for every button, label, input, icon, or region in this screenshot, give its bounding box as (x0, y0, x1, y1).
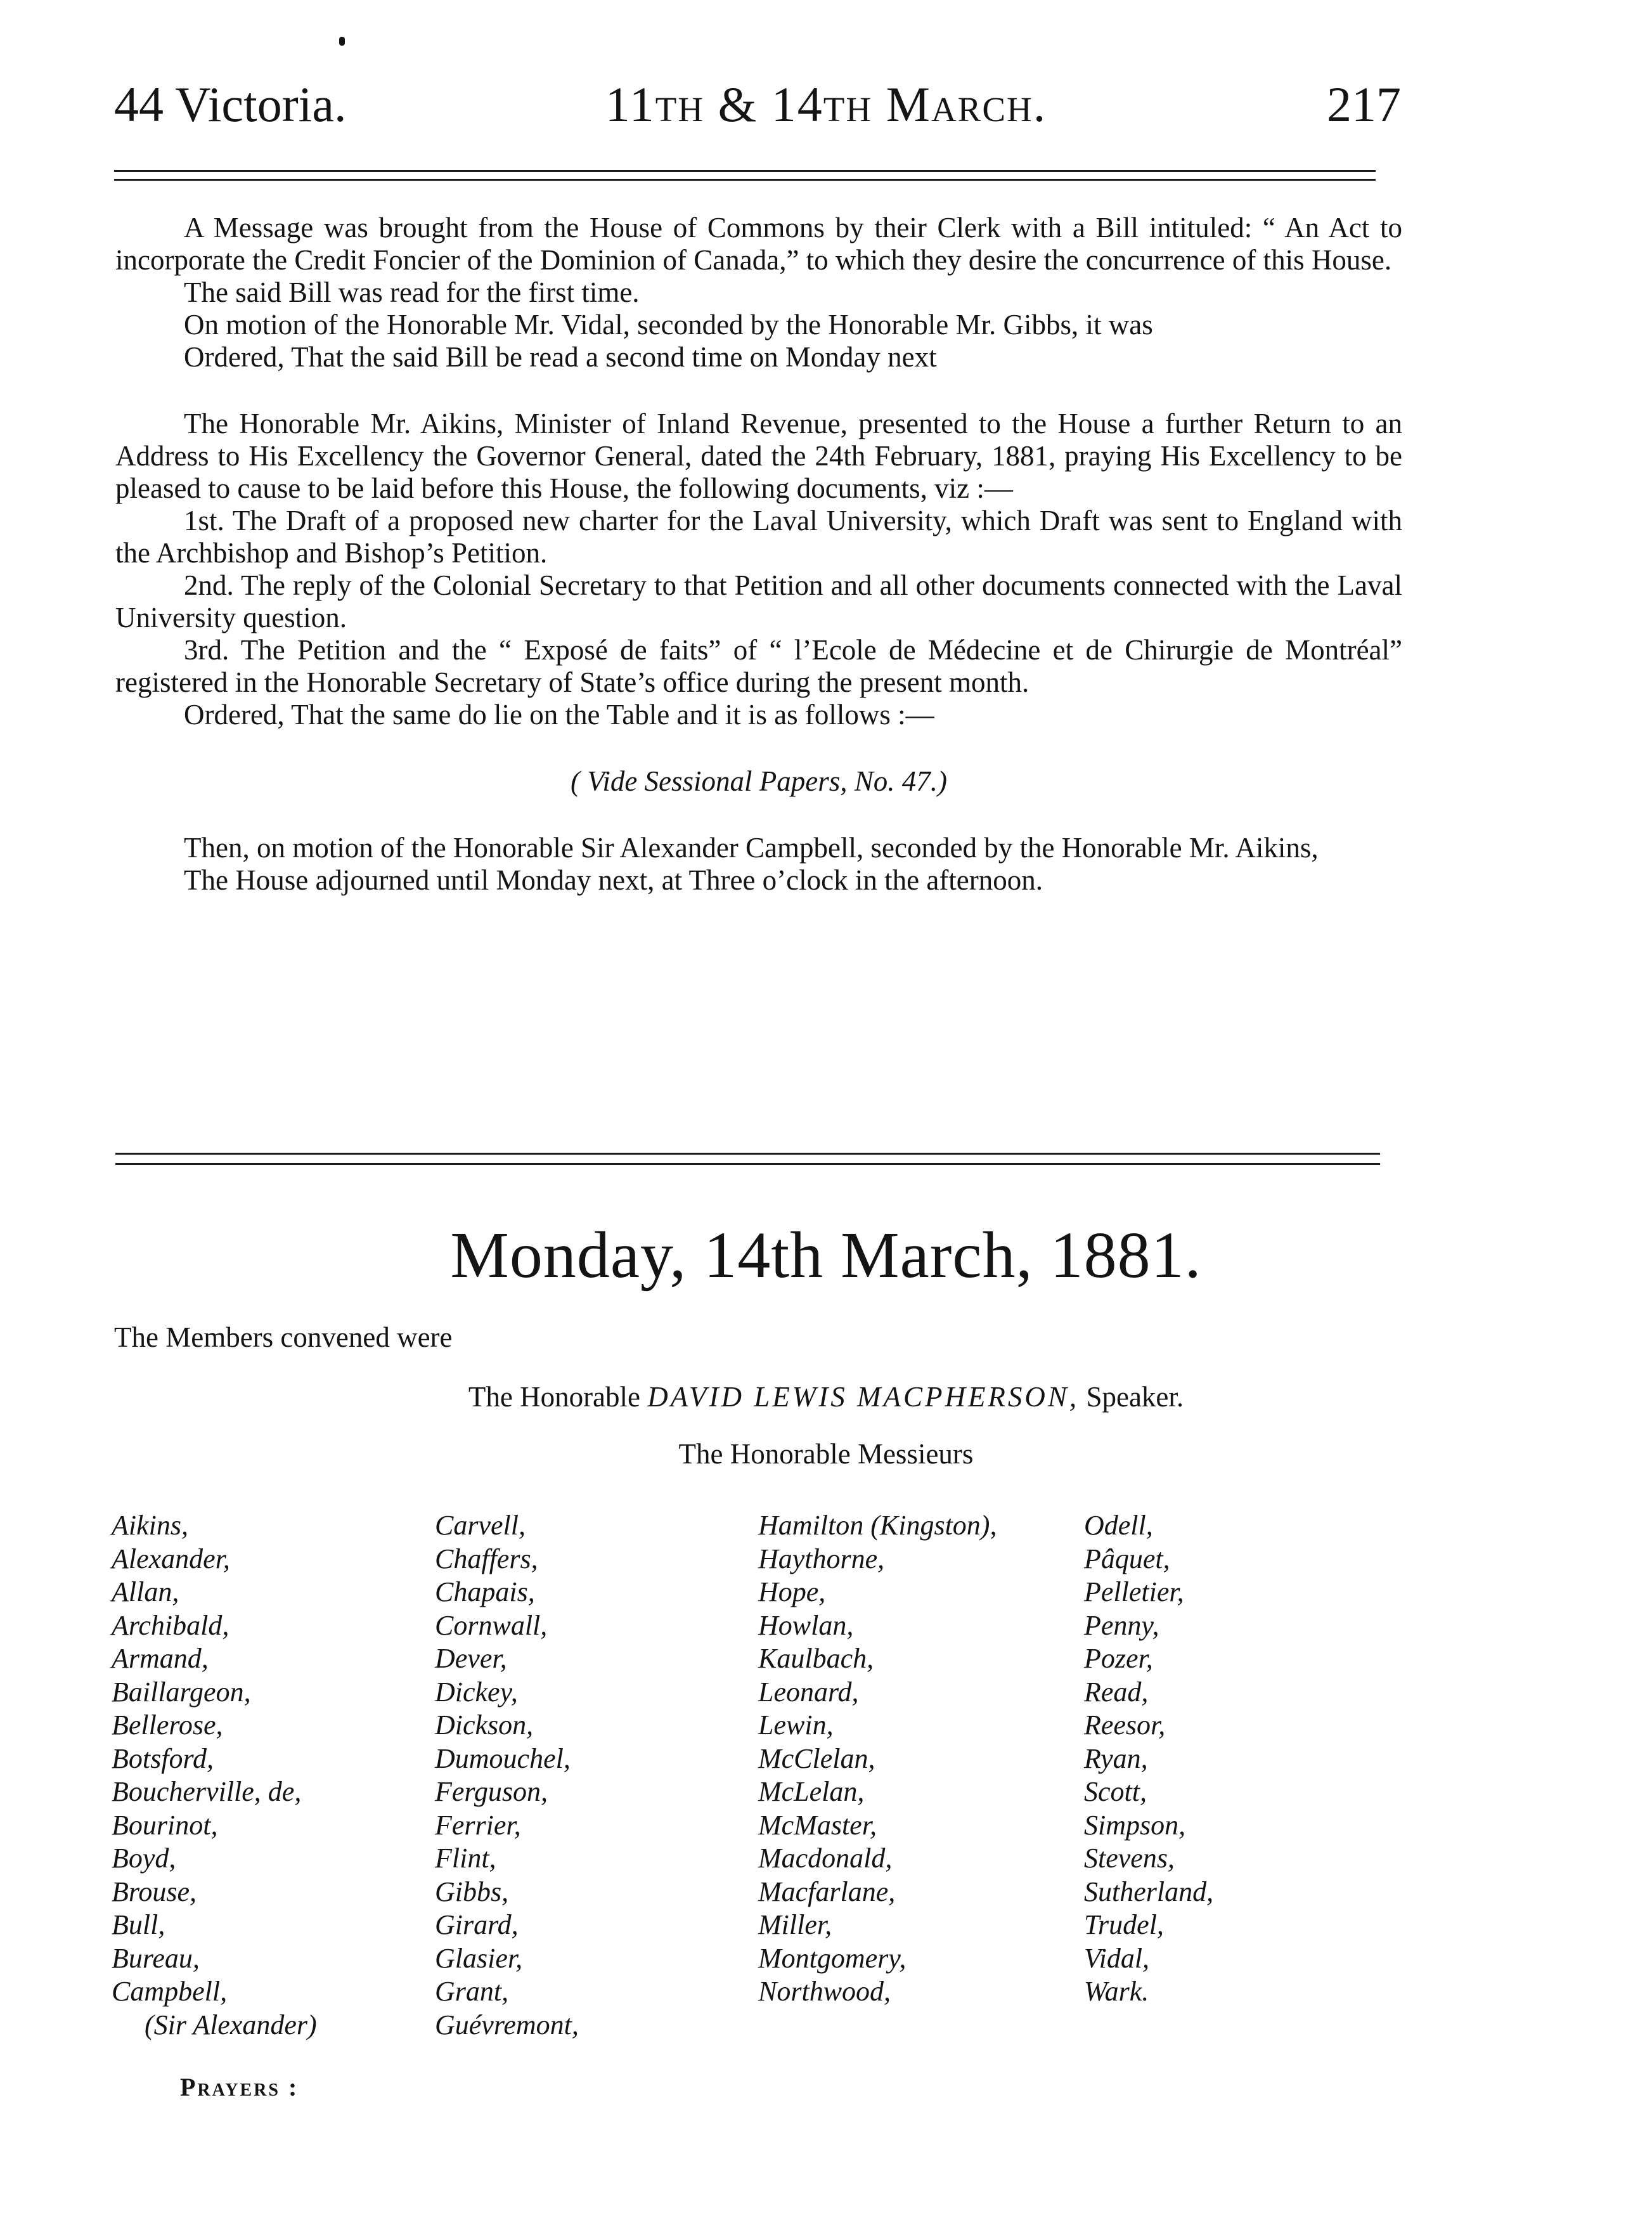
member-name: Grant, (435, 1976, 509, 2007)
member-name: Dumouchel, (435, 1742, 571, 1774)
members-column-3 (758, 1509, 997, 2009)
spacer (115, 373, 1402, 408)
member-name-continuation: (Sir Alexander) (145, 2009, 317, 2040)
member-name: Carvell, (435, 1510, 526, 1541)
member-name: Boucherville, de, (112, 1776, 302, 1807)
member-name: Montgomery, (758, 1942, 907, 1974)
member-name: Bureau, (112, 1942, 200, 1974)
sessional-papers-reference: ( Vide Sessional Papers, No. 47.) (570, 765, 948, 797)
member-name: Glasier, (435, 1942, 523, 1974)
prayers-heading: Prayers : (180, 2073, 299, 2101)
member-name: Ryan, (1084, 1742, 1148, 1774)
speaker-prefix: The Honorable (468, 1381, 641, 1413)
member-name: Sutherland, (1084, 1876, 1214, 1907)
document-item-1: 1st. The Draft of a proposed new charter for the Laval University, which Draft was sent to England with the Archbishop and Bishop’s Petition. (115, 505, 1402, 569)
print-speck (339, 37, 345, 46)
member-name: Flint, (435, 1843, 496, 1874)
member-name: Guévremont, (435, 2009, 579, 2040)
header-rule-top (114, 170, 1376, 172)
member-name: Girard, (435, 1909, 519, 1940)
member-name: Chapais, (435, 1576, 535, 1607)
member-name: Cornwall, (435, 1609, 548, 1641)
member-name: Howlan, (758, 1609, 854, 1641)
order-table-line: Ordered, That the same do lie on the Table and it is as follows :— (184, 699, 934, 730)
member-name: Dickson, (435, 1709, 534, 1741)
document-item-3: 3rd. The Petition and the “ Exposé de faits” of “ l’Ecole de Médecine et de Chirurgie de Montréal” registered in the Honorable Secretary of State’s office during the present month. (115, 634, 1402, 698)
adjourn-motion: Then, on motion of the Honorable Sir Alexander Campbell, seconded by the Honorable Mr. Aikins, (184, 832, 1319, 864)
member-name: Penny, (1084, 1609, 1159, 1641)
member-name: McClelan, (758, 1742, 875, 1774)
member-name: Macfarlane, (758, 1876, 896, 1907)
member-name: Wark. (1084, 1976, 1149, 2007)
member-name: Pozer, (1084, 1643, 1153, 1674)
spacer (115, 731, 1402, 765)
member-name: Gibbs, (435, 1876, 509, 1907)
member-name: Alexander, (112, 1543, 230, 1574)
member-name: Bull, (112, 1909, 165, 1940)
messieurs-heading: The Honorable Messieurs (678, 1438, 974, 1470)
member-name: Northwood, (758, 1976, 891, 2007)
member-name: Dever, (435, 1643, 507, 1674)
member-name: Brouse, (112, 1876, 197, 1907)
member-name: Hamilton (Kingston), (758, 1510, 997, 1541)
member-name: Vidal, (1084, 1942, 1150, 1974)
first-reading-line: The said Bill was read for the first time. (184, 276, 640, 308)
member-name: Haythorne, (758, 1543, 885, 1574)
member-name: Dickey, (435, 1676, 518, 1708)
header-rule-bottom (114, 179, 1376, 181)
member-name: Odell, (1084, 1510, 1153, 1541)
member-name: Ferrier, (435, 1809, 521, 1841)
order-line: Ordered, That the said Bill be read a second time on Monday next (184, 341, 937, 373)
speaker-line (0, 1381, 1652, 1413)
member-name: Hope, (758, 1576, 826, 1607)
member-name: Armand, (112, 1643, 209, 1674)
adjourn-line: The House adjourned until Monday next, at Three o’clock in the afternoon. (184, 864, 1043, 896)
member-name: McMaster, (758, 1809, 877, 1841)
member-name: Chaffers, (435, 1543, 538, 1574)
member-name: Bellerose, (112, 1709, 223, 1741)
message-paragraph: A Message was brought from the House of Commons by their Clerk with a Bill intituled: “ An Act to incorporate the Credit Foncier of the Dominion of Canada,” to which they desire the concurrence of this House. (115, 212, 1402, 276)
running-head-left: 44 Victoria. (114, 77, 347, 132)
day-title: Monday, 14th March, 1881. (450, 1219, 1202, 1292)
member-name: Reesor, (1084, 1709, 1166, 1741)
member-name: Allan, (112, 1576, 179, 1607)
members-intro: The Members convened were (114, 1321, 453, 1353)
member-name: Simpson, (1084, 1809, 1186, 1841)
member-name: Botsford, (112, 1742, 214, 1774)
member-name: Leonard, (758, 1676, 859, 1708)
section-rule-top (115, 1153, 1380, 1155)
member-name: Stevens, (1084, 1843, 1175, 1874)
document-item-2: 2nd. The reply of the Colonial Secretary to that Petition and all other documents connected with the Laval University question. (115, 569, 1402, 633)
journal-body (115, 212, 1402, 897)
member-name: Campbell, (112, 1976, 228, 2007)
member-name: Archibald, (112, 1609, 229, 1641)
members-column-2 (435, 1509, 579, 2042)
member-name: Read, (1084, 1676, 1149, 1708)
member-name: Kaulbach, (758, 1643, 874, 1674)
member-name: Bourinot, (112, 1809, 218, 1841)
speaker-name: DAVID LEWIS MACPHERSON, (647, 1381, 1080, 1413)
member-name: McLelan, (758, 1776, 865, 1807)
members-column-1 (112, 1509, 317, 2042)
page-number: 217 (1327, 77, 1401, 132)
member-name: Boyd, (112, 1843, 176, 1874)
member-name: Scott, (1084, 1776, 1147, 1807)
spacer (115, 798, 1402, 832)
member-name: Lewin, (758, 1709, 834, 1741)
return-paragraph: The Honorable Mr. Aikins, Minister of Inland Revenue, presented to the House a further Return to an Address to His Excellency the Governor General, dated the 24th February, 1881, praying His Excellency to be pleased to cause to be laid before this House, the following documents, viz :— (115, 408, 1402, 504)
member-name: Ferguson, (435, 1776, 548, 1807)
member-name: Baillargeon, (112, 1676, 251, 1708)
section-rule-bottom (115, 1163, 1380, 1165)
member-name: Macdonald, (758, 1843, 893, 1874)
members-column-4 (1084, 1509, 1213, 2009)
member-name: Pelletier, (1084, 1576, 1184, 1607)
member-name: Aikins, (112, 1510, 188, 1541)
running-head-date: 11th & 14th March. (605, 77, 1047, 132)
member-name: Miller, (758, 1909, 832, 1940)
member-name: Trudel, (1084, 1909, 1164, 1940)
member-name: Pâquet, (1084, 1543, 1170, 1574)
speaker-title: Speaker. (1086, 1381, 1184, 1413)
motion-paragraph: On motion of the Honorable Mr. Vidal, seconded by the Honorable Mr. Gibbs, it was (184, 309, 1153, 340)
